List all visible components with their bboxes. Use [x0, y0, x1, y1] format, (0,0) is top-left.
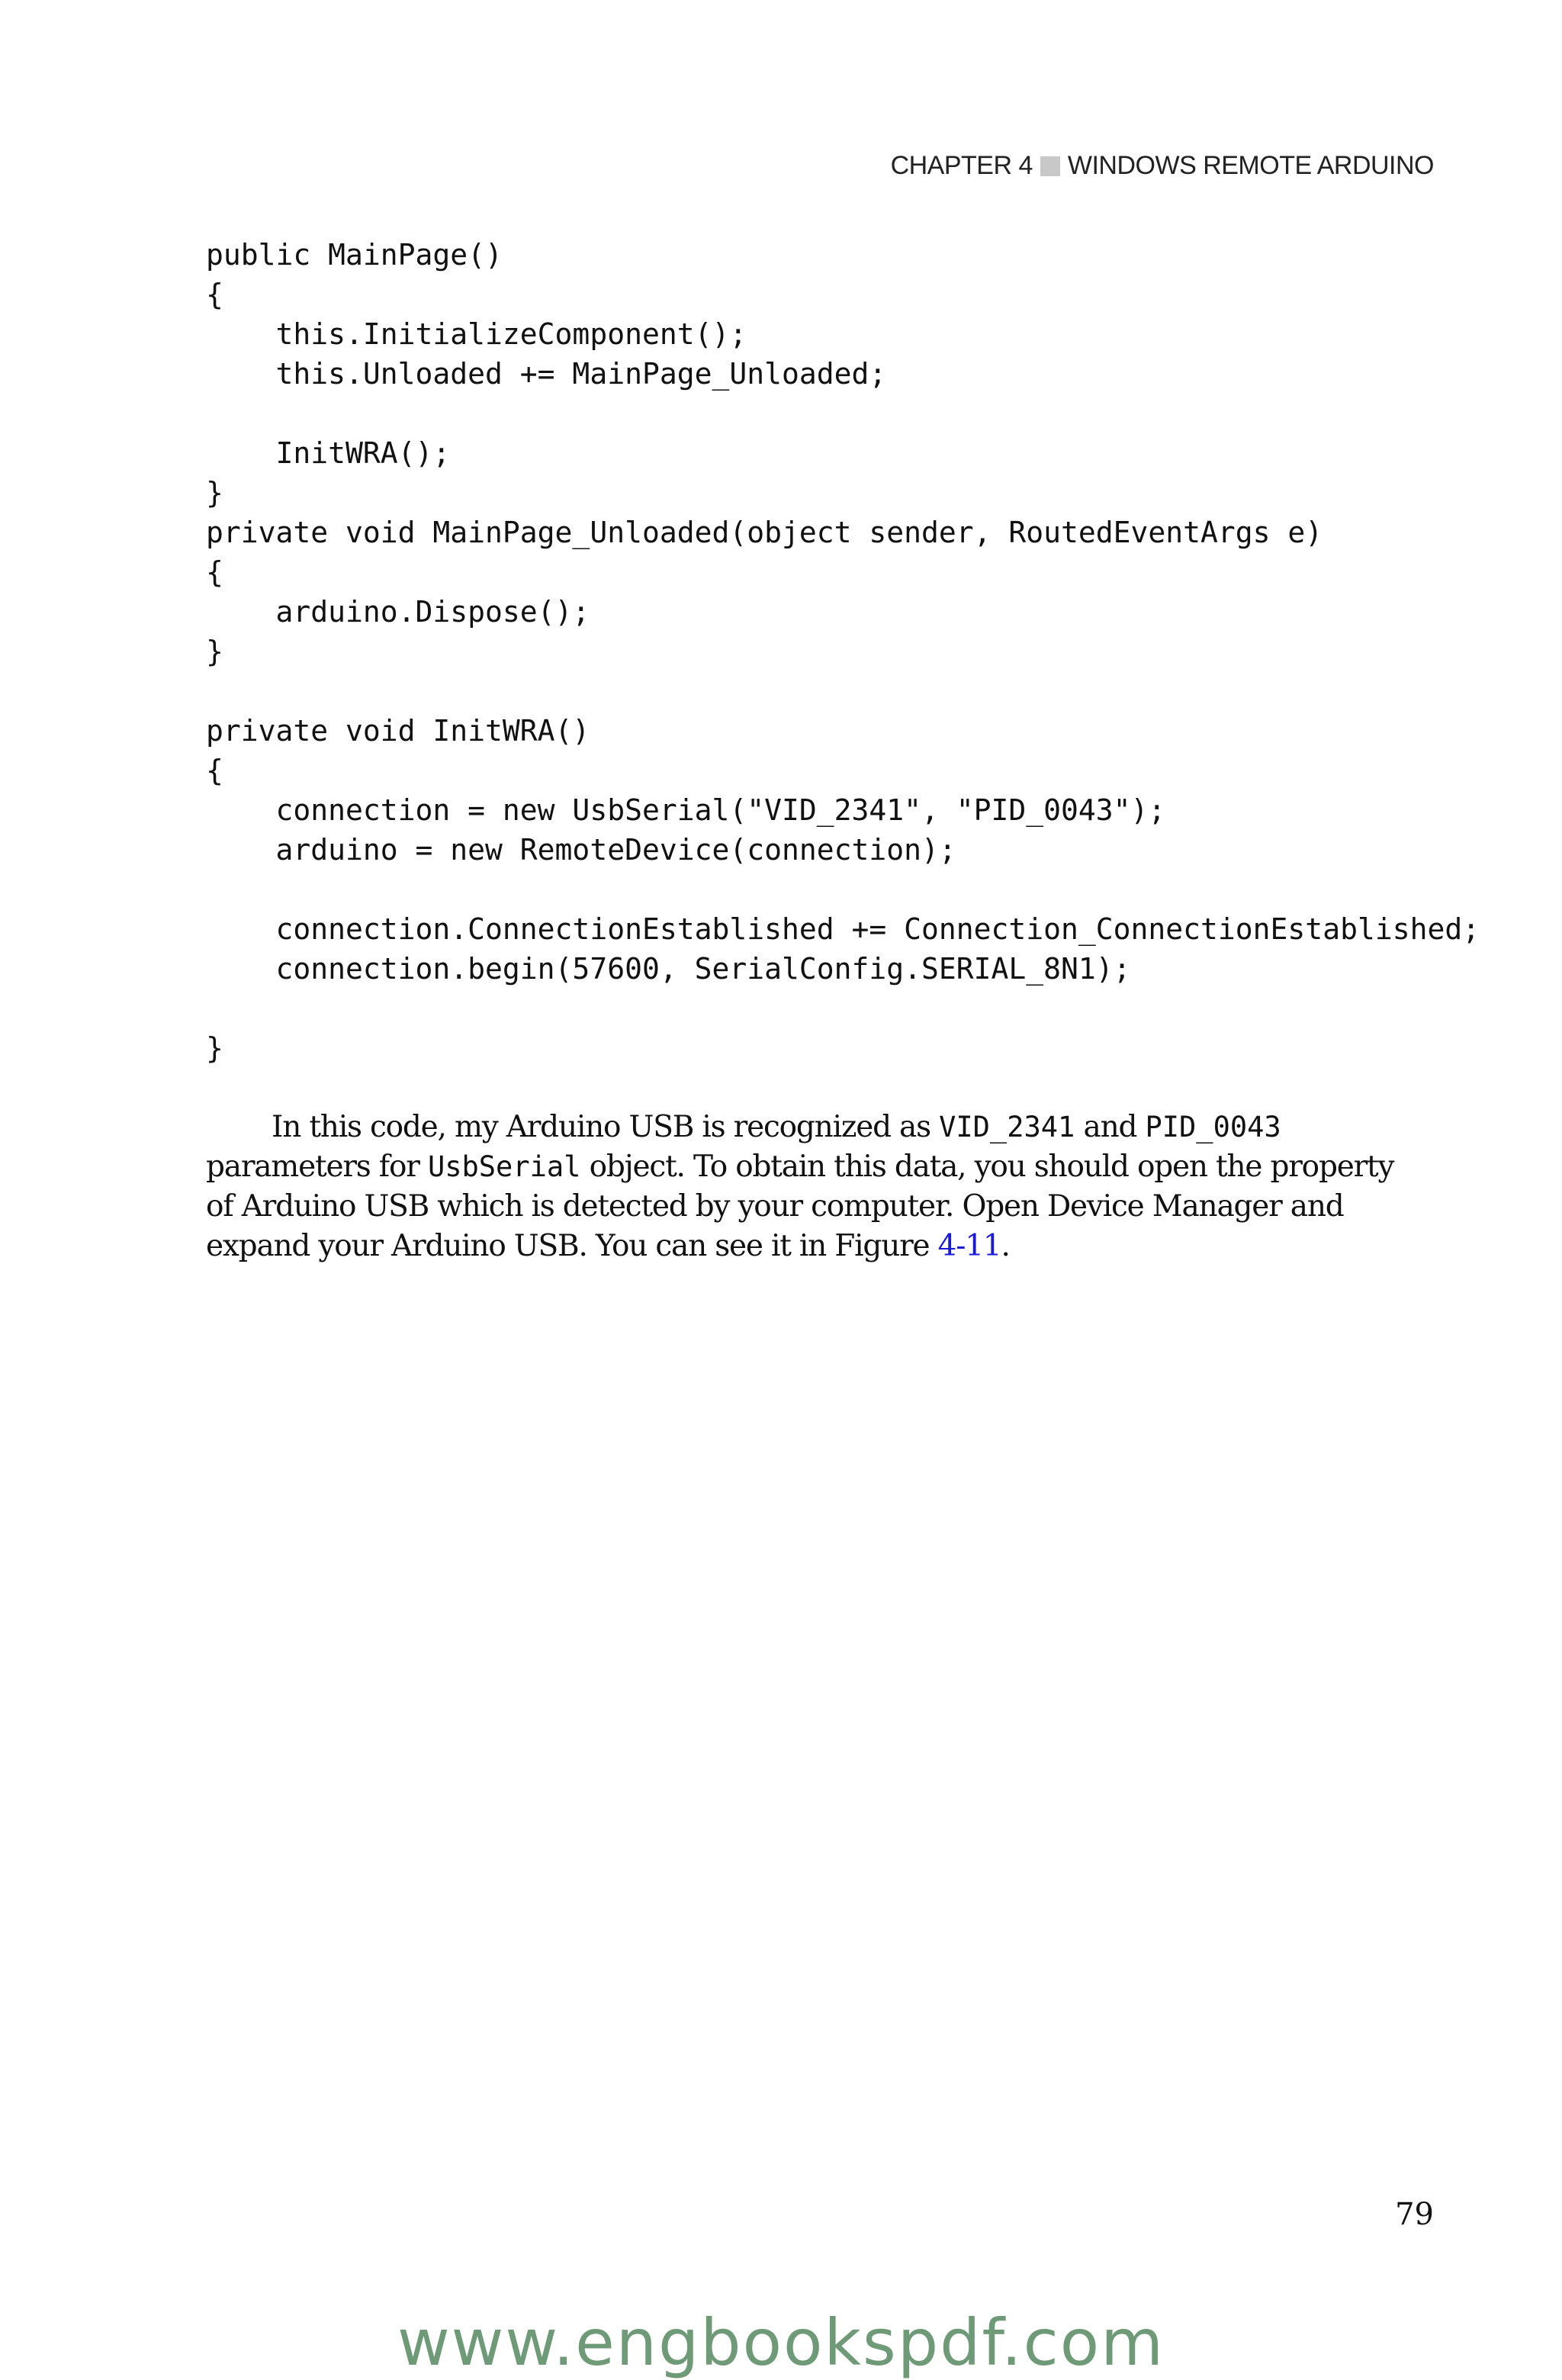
paragraph-text: .	[1001, 1229, 1010, 1263]
page-number: 79	[1395, 2197, 1434, 2232]
figure-reference-link[interactable]: 4-11	[937, 1229, 1001, 1263]
code-line: connection = new UsbSerial("VID_2341", "PID_0043");	[206, 793, 1166, 827]
inline-code-usbserial: UsbSerial	[427, 1150, 581, 1183]
code-line: {	[206, 278, 223, 311]
paragraph-text: and	[1075, 1110, 1146, 1144]
code-line: }	[206, 1031, 223, 1065]
code-line: this.Unloaded += MainPage_Unloaded;	[206, 357, 887, 391]
watermark-url: www.engbookspdf.com	[397, 2305, 1165, 2380]
code-line: public MainPage()	[206, 238, 503, 272]
chapter-title: WINDOWS REMOTE ARDUINO	[1067, 151, 1434, 180]
code-line	[206, 989, 1480, 1028]
code-line: {	[206, 754, 223, 787]
code-line: }	[206, 476, 223, 510]
chapter-label: CHAPTER 4	[890, 151, 1033, 180]
paragraph-text: parameters for	[206, 1150, 428, 1184]
paragraph-text: In this code, my Arduino USB is recognized as	[272, 1110, 940, 1144]
code-line	[206, 870, 1480, 909]
inline-code-pid: PID_0043	[1145, 1111, 1281, 1143]
code-line: connection.begin(57600, SerialConfig.SERIAL_8N1);	[206, 952, 1131, 986]
code-line	[206, 671, 1480, 711]
code-line: this.InitializeComponent();	[206, 317, 747, 351]
code-line: arduino.Dispose();	[206, 595, 590, 629]
code-listing	[206, 235, 1480, 1068]
code-line: {	[206, 555, 223, 589]
inline-code-vid: VID_2341	[939, 1111, 1075, 1143]
code-line: InitWRA();	[206, 436, 451, 470]
code-line: }	[206, 635, 223, 668]
code-line: connection.ConnectionEstablished += Connection_ConnectionEstablished;	[206, 912, 1480, 946]
code-line: arduino = new RemoteDevice(connection);	[206, 833, 956, 867]
code-line: private void MainPage_Unloaded(object sender, RoutedEventArgs e)	[206, 516, 1323, 549]
header-separator-square	[1040, 156, 1060, 176]
code-line	[206, 394, 1480, 433]
running-header	[891, 151, 1434, 181]
body-paragraph	[206, 1108, 1400, 1266]
paragraph-text: object. To obtain this data, you should open the property of Arduino USB which is detected by your computer. Open Device Manager and expand your Arduino USB. You can see it in Figure	[206, 1150, 1394, 1263]
code-line: private void InitWRA()	[206, 714, 590, 748]
